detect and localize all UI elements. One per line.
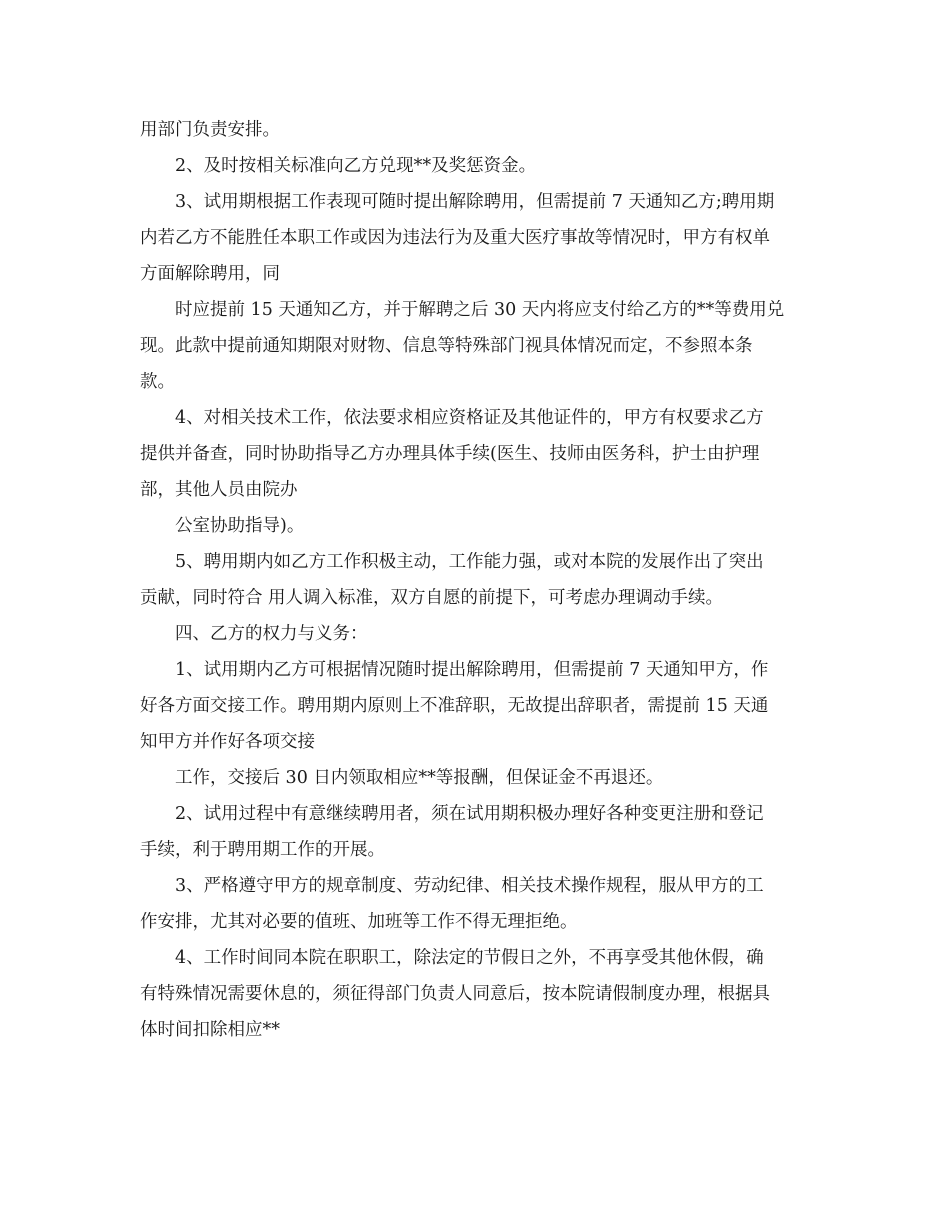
text-line: 体时间扣除相应** (140, 1020, 280, 1040)
text-line: 内若乙方不能胜任本职工作或因为违法行为及重大医疗事故等情况时，甲方有权单 (140, 228, 770, 248)
text-line: 款。 (140, 372, 175, 392)
text-line: 2、及时按相关标准向乙方兑现**及奖惩资金。 (175, 156, 537, 176)
text-line: 3、试用期根据工作表现可随时提出解除聘用，但需提前 7 天通知乙方;聘用期 (175, 192, 775, 212)
text-line: 3、严格遵守甲方的规章制度、劳动纪律、相关技术操作规程，服从甲方的工 (175, 876, 764, 896)
text-line: 提供并备查，同时协助指导乙方办理具体手续(医生、技师由医务科，护士由护理 (140, 444, 760, 464)
text-line: 用部门负责安排。 (140, 120, 280, 140)
text-line: 作安排，尤其对必要的值班、加班等工作不得无理拒绝。 (140, 912, 578, 932)
text-line: 知甲方并作好各项交接 (140, 732, 315, 752)
text-line: 4、对相关技术工作，依法要求相应资格证及其他证件的，甲方有权要求乙方 (175, 408, 764, 428)
text-line: 1、试用期内乙方可根据情况随时提出解除聘用，但需提前 7 天通知甲方，作 (175, 660, 769, 680)
text-line: 时应提前 15 天通知乙方，并于解聘之后 30 天内将应支付给乙方的**等费用兑 (175, 300, 785, 320)
text-line: 5、聘用期内如乙方工作积极主动，工作能力强，或对本院的发展作出了突出 (175, 552, 764, 572)
text-line: 工作，交接后 30 日内领取相应**等报酬，但保证金不再退还。 (175, 768, 664, 788)
text-line: 现。此款中提前通知期限对财物、信息等特殊部门视具体情况而定，不参照本条 (140, 336, 753, 356)
text-line: 好各方面交接工作。聘用期内原则上不准辞职，无故提出辞职者，需提前 15 天通 (140, 696, 769, 716)
section-heading: 四、乙方的权力与义务： (175, 624, 368, 644)
text-line: 公室协助指导)。 (175, 516, 305, 536)
text-line: 有特殊情况需要休息的，须征得部门负责人同意后，按本院请假制度办理，根据具 (140, 984, 770, 1004)
text-line: 手续，利于聘用期工作的开展。 (140, 840, 385, 860)
text-line: 4、工作时间同本院在职职工，除法定的节假日之外，不再享受其他休假，确 (175, 948, 764, 968)
document-body (140, 112, 810, 1048)
text-line: 贡献，同时符合 用人调入标准，双方自愿的前提下，可考虑办理调动手续。 (140, 588, 724, 608)
text-line: 方面解除聘用，同 (140, 264, 280, 284)
text-line: 部，其他人员由院办 (140, 480, 298, 500)
text-line: 2、试用过程中有意继续聘用者，须在试用期积极办理好各种变更注册和登记 (175, 804, 764, 824)
